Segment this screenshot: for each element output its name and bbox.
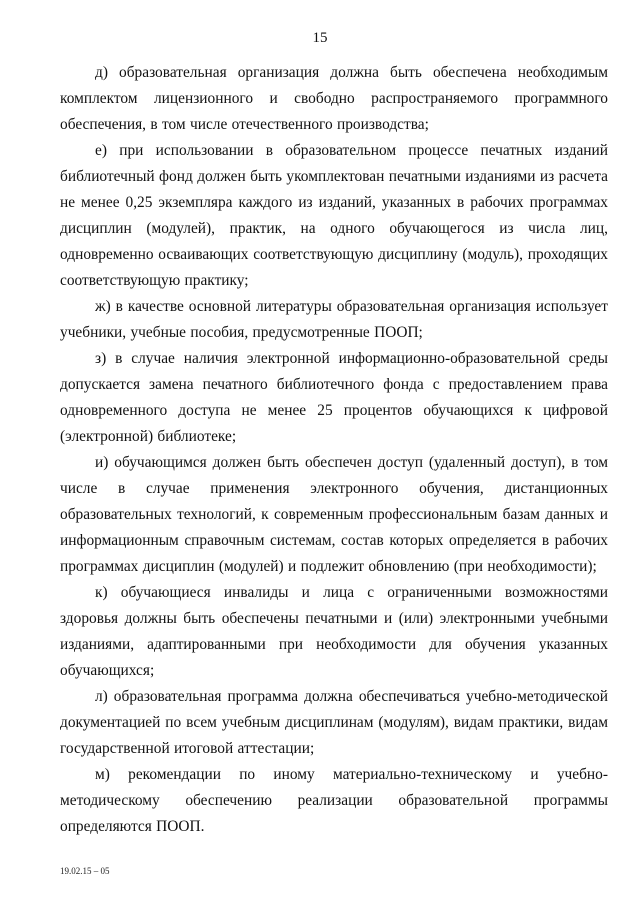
paragraph-z: з) в случае наличия электронной информационно-образовательной среды допускается замена печатного библиотечного фонда с предоставлением права одновременного доступа не менее 25 процентов обучающихся к цифровой (электронной) библиотеке; (60, 350, 608, 445)
paragraph-k: к) обучающиеся инвалиды и лица с ограниченными возможностями здоровья должны быть обеспечены печатными и (или) электронными учебными изданиями, адаптированными при необходимости для обучения указанных обучающихся; (60, 584, 608, 679)
paragraph-l: л) образовательная программа должна обеспечиваться учебно-методической документацией по всем учебным дисциплинам (модулям), видам практики, видам государственной итоговой аттестации; (60, 688, 608, 757)
paragraph-m: м) рекомендации по иному материально-техническому и учебно-методическому обеспечению реализации образовательной программы определяются ПООП. (60, 766, 608, 835)
paragraph-zh: ж) в качестве основной литературы образовательная организация использует учебники, учебные пособия, предусмотренные ПООП; (60, 298, 608, 341)
paragraph-i: и) обучающимся должен быть обеспечен доступ (удаленный доступ), в том числе в случае применения электронного обучения, дистанционных образовательных технологий, к современным профессиональным базам данных и информационным справочным системам, состав которых определяется в рабочих программах дисциплин (модулей) и подлежит обновлению (при необходимости); (60, 454, 608, 575)
paragraph-e: е) при использовании в образовательном процессе печатных изданий библиотечный фонд должен быть укомплектован печатными изданиями из расчета не менее 0,25 экземпляра каждого из изданий, указанных в рабочих программах дисциплин (модулей), практик, на одного обучающегося из числа лиц, одновременно осваивающих соответствующую дисциплину (модуль), проходящих соответствующую практику; (60, 142, 608, 289)
paragraph-d: д) образовательная организация должна быть обеспечена необходимым комплектом лицензионного и свободно распространяемого программного обеспечения, в том числе отечественного производства; (60, 64, 608, 133)
document-body (60, 60, 608, 840)
footer-code: 19.02.15 – 05 (60, 866, 110, 876)
page-number: 15 (312, 30, 328, 46)
